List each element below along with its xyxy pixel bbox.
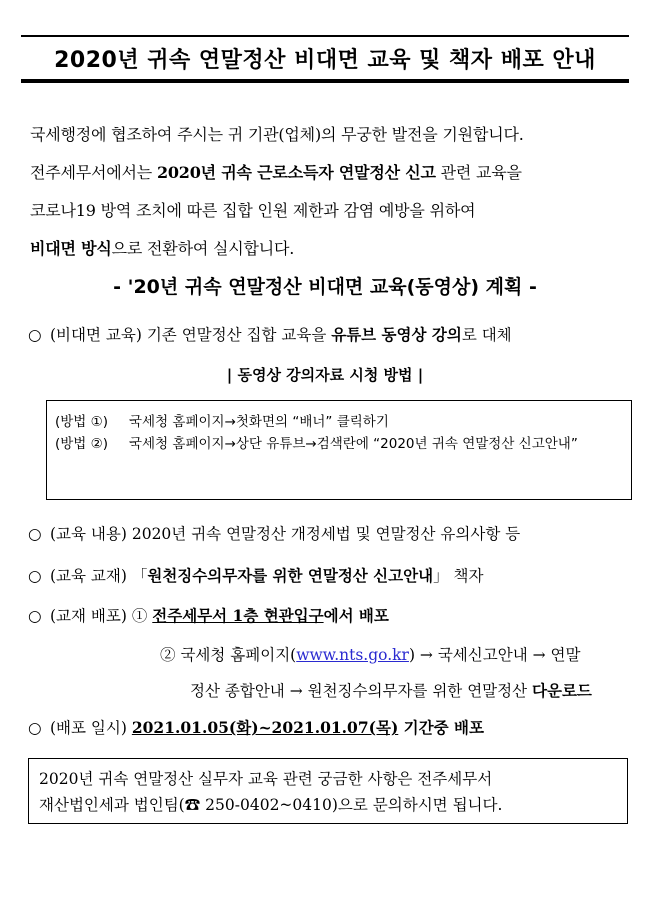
- item-text: 기존 연말정산 집합 교육을: [141, 326, 332, 344]
- item-text: 「: [126, 567, 148, 585]
- item-text: 정산 종합안내 → 원천징수의무자를 위한 연말정산: [190, 682, 533, 700]
- intro-line-1: 국세행정에 협조하여 주시는 귀 기관(업체)의 무궁한 발전을 기원합니다.: [30, 125, 524, 144]
- item-text: 」 책자: [433, 567, 484, 585]
- method-box: [46, 400, 632, 500]
- intro-line-4: [30, 230, 635, 268]
- bullet-circle: ○: [28, 525, 42, 543]
- bullet-circle: ○: [28, 719, 42, 737]
- item-text: 2020년 귀속 연말정산 개정세법 및 연말정산 유의사항 등: [126, 525, 521, 543]
- item-education-content: [28, 522, 520, 544]
- method-1: [55, 411, 623, 433]
- item-label: (교재 배포): [50, 607, 127, 625]
- item-emphasis: 원천징수의무자를 위한 연말정산 신고안내: [147, 566, 434, 585]
- item-label: (교육 교재): [50, 567, 127, 585]
- item-education-material: [28, 564, 483, 586]
- item-emphasis: 유튜브 동영상 강의: [331, 325, 462, 344]
- intro-emphasis: 2020년 귀속 근로소득자 연말정산 신고: [156, 163, 436, 182]
- method-text: 국세청 홈페이지→상단 유튜브→검색란에 “2020년 귀속 연말정산 신고안내”: [129, 436, 578, 452]
- item-emphasis: 전주세무서 1층 현관입구: [152, 606, 324, 625]
- intro-paragraph: [30, 116, 635, 268]
- item-text: ) → 국세신고안내 → 연말: [408, 646, 581, 664]
- intro-emphasis: 비대면 방식: [30, 239, 112, 258]
- contact-box: [28, 758, 628, 824]
- contact-line-1: 2020년 귀속 연말정산 실무자 교육 관련 궁금한 사항은 전주세무서: [39, 770, 493, 788]
- item-material-distribution: [28, 604, 389, 626]
- item-label: (비대면 교육): [50, 326, 142, 344]
- plan-heading: - '20년 귀속 연말정산 비대면 교육(동영상) 계획 -: [113, 276, 537, 298]
- contact-line-2: 재산법인세과 법인팀(☎ 250-0402~0410)으로 문의하시면 됩니다.: [39, 796, 503, 814]
- item-distribution-date: [28, 716, 484, 738]
- item-emphasis: 에서 배포: [323, 606, 389, 625]
- item-text: 로 대체: [461, 326, 512, 344]
- distribution-option-2: [160, 643, 580, 665]
- title-box: [21, 35, 629, 83]
- distribution-option-2-cont: [190, 679, 592, 701]
- method-2: [55, 433, 623, 455]
- item-number: ②: [160, 646, 181, 664]
- intro-line-2: [30, 154, 635, 192]
- bullet-circle: ○: [28, 607, 42, 625]
- nts-website-link[interactable]: www.nts.go.kr: [296, 646, 409, 664]
- item-emphasis: 기간중 배포: [398, 718, 484, 737]
- document-title: 2020년 귀속 연말정산 비대면 교육 및 책자 배포 안내: [54, 47, 596, 73]
- intro-line-3: 코로나19 방역 조치에 따른 집합 인원 제한과 감염 예방을 위하여: [30, 201, 476, 220]
- video-method-subhead: | 동영상 강의자료 시청 방법 |: [226, 366, 424, 384]
- item-label: (배포 일시): [50, 719, 127, 737]
- intro-text: 으로 전환하여 실시합니다.: [111, 239, 295, 258]
- intro-text: 전주세무서에서는: [30, 163, 157, 182]
- bullet-circle: ○: [28, 567, 42, 585]
- item-online-education: [28, 323, 512, 345]
- item-emphasis: 2021.01.05(화)~2021.01.07(목): [131, 718, 399, 737]
- item-number: ①: [126, 607, 153, 625]
- method-label: (방법 ①): [55, 414, 109, 430]
- intro-text: 관련 교육을: [435, 163, 522, 182]
- method-text: 국세청 홈페이지→첫화면의 “배너” 클릭하기: [129, 414, 389, 430]
- item-text: 국세청 홈페이지(: [180, 646, 297, 664]
- method-label: (방법 ②): [55, 436, 109, 452]
- download-emphasis: 다운로드: [532, 681, 592, 700]
- item-label: (교육 내용): [50, 525, 127, 543]
- bullet-circle: ○: [28, 326, 42, 344]
